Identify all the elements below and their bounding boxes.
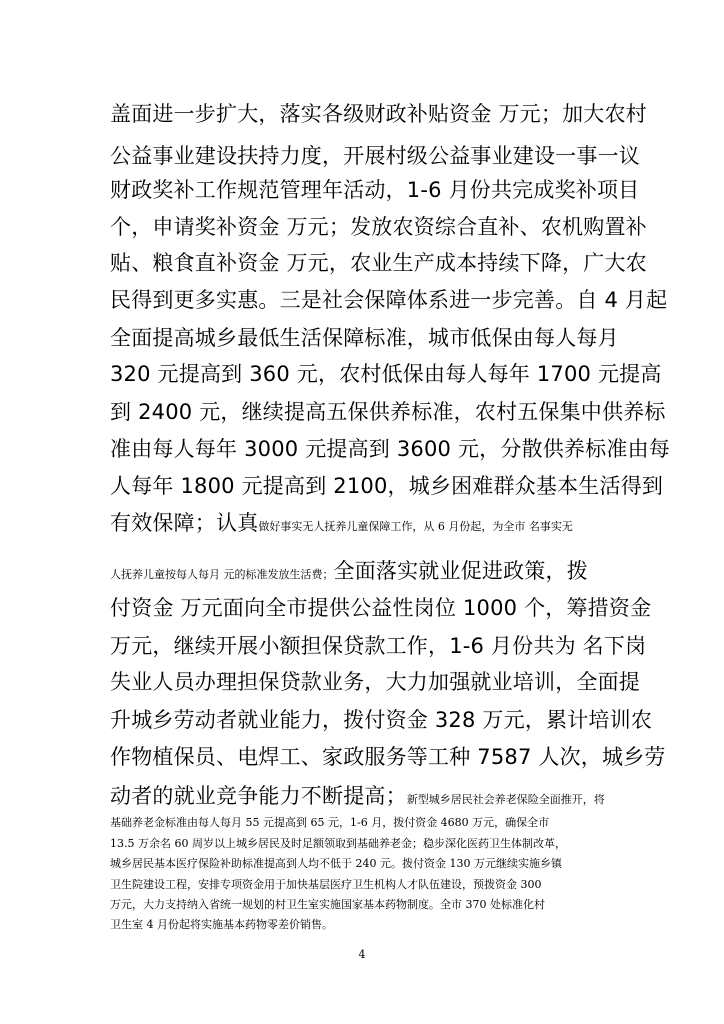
text-segment-small: 做好事实无人抚养儿童保障工作，从 6 月份起，为全市 名事实无 [258, 520, 573, 533]
text-line: 万元，继续开展小额担保贷款工作，1-6 月份共为 名下岗 [110, 634, 647, 658]
text-line: 准由每人每年 3000 元提高到 3600 元，分散供养标准由每 [110, 437, 670, 461]
text-segment-large: 动者的就业竞争能力不断提高； [110, 784, 407, 808]
page-number: 4 [358, 948, 366, 961]
mixed-text-line [110, 782, 605, 814]
text-segment-large: 有效保障；认真 [110, 511, 259, 535]
small-text-line: 卫生院建设工程，安排专项资金用于加快基层医疗卫生机构人才队伍建设，预拨资金 300 [110, 878, 542, 891]
text-line: 财政奖补工作规范管理年活动，1-6 月份共完成奖补项目 [110, 178, 640, 202]
mixed-text-line [110, 557, 588, 589]
small-text-line: 万元，大力支持纳入省统一规划的村卫生室实施国家基本药物制度。全市 370 处标准化村 [110, 898, 545, 911]
mixed-text-line [110, 509, 573, 541]
text-line: 到 2400 元，继续提高五保供养标准，农村五保集中供养标 [110, 400, 666, 424]
small-text-line: 卫生室 4 月份起将实施基本药物零差价销售。 [110, 918, 333, 931]
text-segment-small: 人抚养儿童按每人每月 元的标准发放生活费； [110, 568, 334, 581]
small-text-line: 13.5 万余名 60 周岁以上城乡居民及时足额领取到基础养老金；稳步深化医药卫生体制改革， [110, 837, 566, 850]
text-line: 民得到更多实惠。三是社会保障体系进一步完善。自 4 月起 [110, 288, 668, 312]
text-segment-large: 全面落实就业促进政策，拨 [333, 559, 588, 583]
text-segment-small: 新型城乡居民社会养老保险全面推开，将 [406, 793, 605, 806]
text-line: 全面提高城乡最低生活保障标准，城市低保由每人每月 [110, 326, 619, 350]
text-line: 升城乡劳动者就业能力，拨付资金 328 万元，累计培训农 [110, 708, 653, 732]
text-line: 320 元提高到 360 元，农村低保由每人每年 1700 元提高 [110, 362, 662, 386]
text-line: 失业人员办理担保贷款业务，大力加强就业培训，全面提 [110, 670, 640, 694]
text-line: 个，申请奖补资金 万元；发放农资综合直补、农机购置补 [110, 215, 647, 239]
small-text-line: 基础养老金标准由每人每月 55 元提高到 65 元，1-6 月，拨付资金 4680 万元，确保全市 [110, 816, 550, 829]
text-line: 贴、粮食直补资金 万元，农业生产成本持续下降，广大农 [110, 251, 647, 275]
text-line: 盖面进一步扩大，落实各级财政补贴资金 万元；加大农村 [110, 102, 647, 126]
small-text-line: 城乡居民基本医疗保险补助标准提高到人均不低于 240 元。拨付资金 130 万元继续实施乡镇 [110, 857, 562, 870]
text-line: 人每年 1800 元提高到 2100，城乡困难群众基本生活得到 [110, 474, 664, 498]
text-line: 作物植保员、电焊工、家政服务等工种 7587 人次，城乡劳 [110, 745, 666, 769]
text-line: 公益事业建设扶持力度，开展村级公益事业建设一事一议 [110, 144, 640, 168]
text-line: 付资金 万元面向全市提供公益性岗位 1000 个，筹措资金 [110, 596, 652, 620]
